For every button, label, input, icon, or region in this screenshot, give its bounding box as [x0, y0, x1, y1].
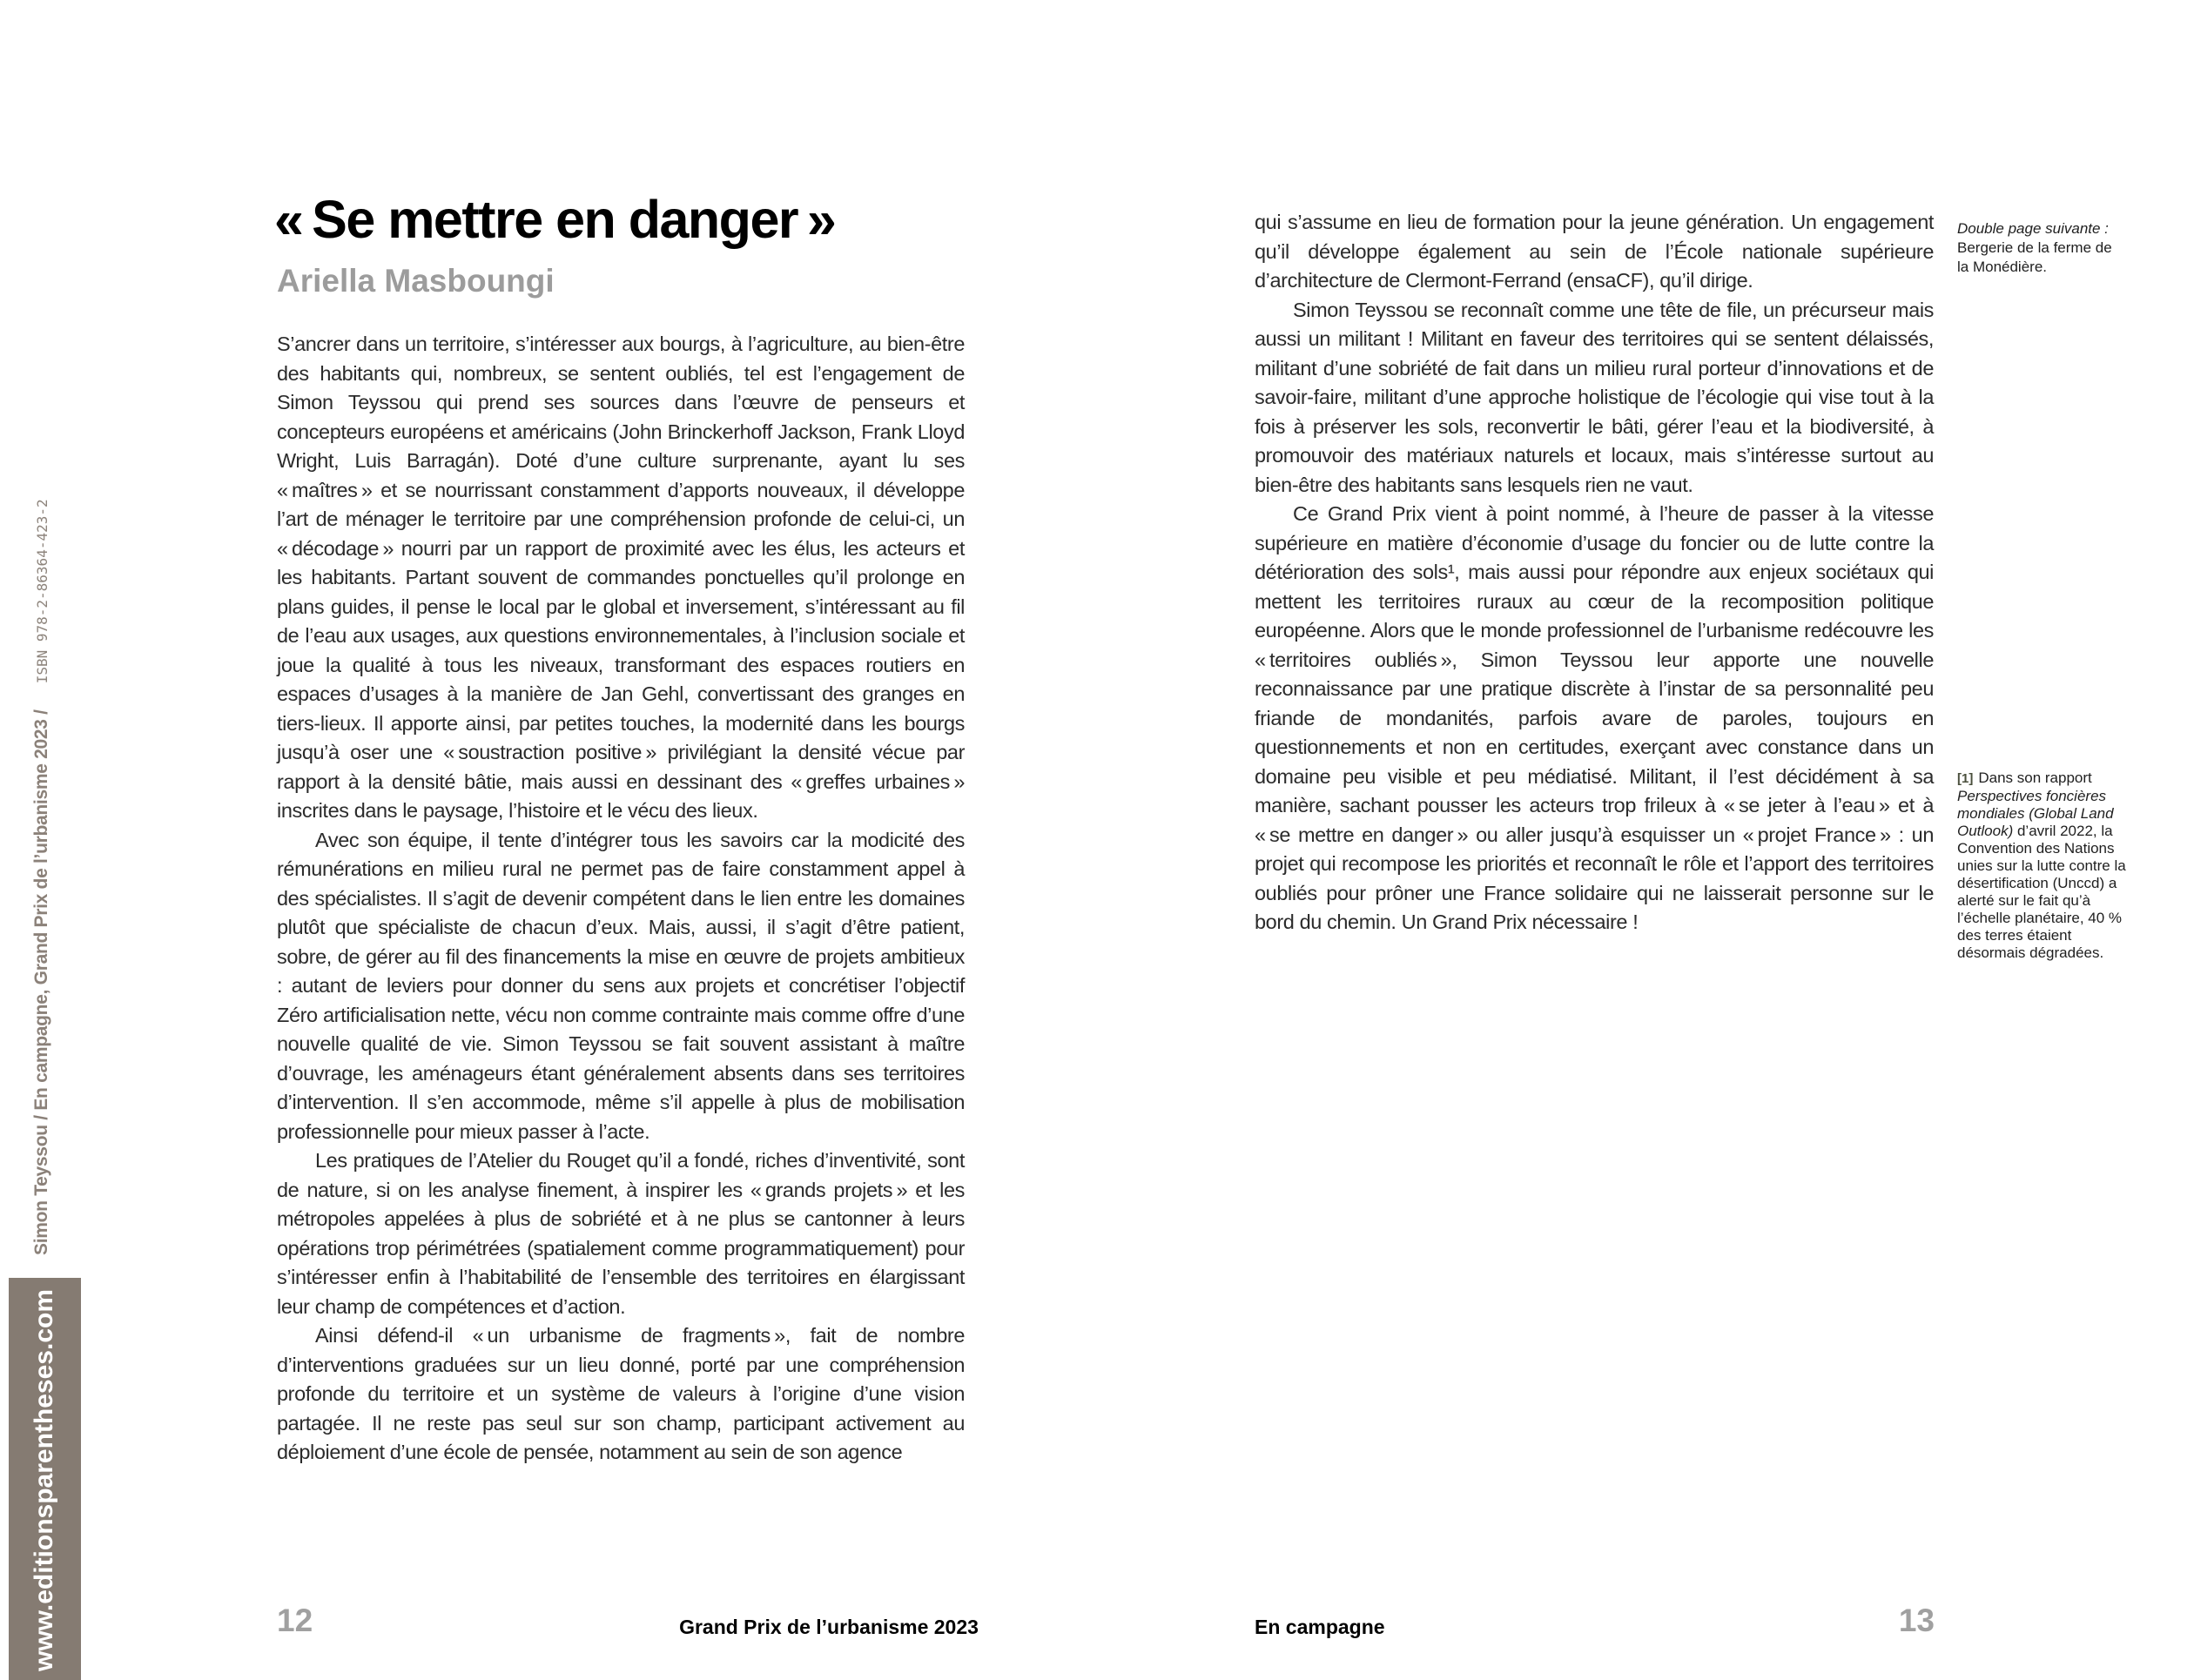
- footnote-text-before: Dans son rapport: [1978, 769, 2092, 786]
- spine-reference-text: [31, 499, 52, 1255]
- publisher-banner: [9, 1278, 81, 1680]
- body-paragraph: qui s’assume en lieu de formation pour la jeune génération. Un engagement qu’il développe également au sein de l’École nationale supérieure d’architecture de Clermont-Ferrand (ensaCF), qu’il dirige.: [1255, 211, 1934, 292]
- body-paragraph: Ce Grand Prix vient à point nommé, à l’heure de passer à la vitesse supérieure en matière d’économie d’usage du foncier ou de lutte contre la détérioration des sols¹, mais aussi pour répondre aux enjeux sociétaux qui mettent les territoires ruraux au cœur de la recomposition politique européenne. Alors que le monde professionnel de l’urbanisme redécouvre les « territoires oubliés », Simon Teyssou leur apporte une nouvelle reconnaissance par une pratique discrète à l’instar de sa personnalité peu friande de mondanités, parfois avare de paroles, toujours en questionnements et non en certitudes, exerçant avec constance dans un domaine peu visible et peu médiatisé. Militant, il l’est décidément à sa manière, sachant pousser les acteurs trop frileux à « se jeter à l’eau » et à « se mettre en danger » ou aller jusqu’à esquisser un « projet France » : un projet qui recompose les priorités et reconnaît le rôle et l’apport des territoires oubliés pour prôner une France solidaire qui ne laisserait personne sur le bord du chemin. Un Grand Prix nécessaire !: [1255, 502, 1934, 933]
- body-paragraph: Les pratiques de l’Atelier du Rouget qu’il a fondé, riches d’inventivité, sont de nature, si on les analyse finement, à inspirer les « grands projets » et les métropoles appelées à plus de sobriété et à ne plus se cantonner à leurs opérations trop périmétrées (spatialement comme programmatiquement) pour s’intéresser enfin à l’habitabilité de l’ensemble des territoires en élargissant leur champ de compétences et d’action.: [277, 1149, 965, 1318]
- footnote-text-italic: Perspectives foncières mondiales (Global Land Outlook): [1957, 788, 2114, 839]
- running-footer-left: Grand Prix de l’urbanisme 2023: [679, 1616, 979, 1638]
- footnote-text-after: d’avril 2022, la Convention des Nations unies sur la lutte contre la désertification (Unccd) a alerté sur le fait qu’à l’échelle planétaire, 40 % des terres étaient désormais dégradées.: [1957, 823, 2126, 961]
- page-number-right: 13: [1898, 1603, 1935, 1638]
- body-paragraph: Simon Teyssou se reconnaît comme une tête de file, un précurseur mais aussi un militant ! Militant en faveur des territoires qui se sentent délaissés, militant d’une sobriété de fait dans un milieu rural porteur d’innovations et de savoir-faire, militant d’une approche holistique de l’écologie qui vise tout à la fois à préserver les sols, reconvertir le bâti, gérer l’eau et la biodiversité, à promouvoir des matériaux naturels et locaux, mais s’intéresse surtout au bien-être des habitants sans lesquels rien ne vaut.: [1255, 298, 1934, 496]
- spine-isbn: ISBN 978-2-86364-423-2: [34, 499, 50, 684]
- caption-body: Bergerie de la ferme de la Monédière.: [1957, 239, 2112, 275]
- article-title: « Se mettre en danger »: [274, 190, 836, 249]
- footnote-1: [1957, 769, 2128, 962]
- left-body-text: [277, 330, 965, 1468]
- publisher-website-url: www.editionsparentheses.com: [30, 1289, 58, 1671]
- article-author: Ariella Masboungi: [277, 263, 555, 299]
- spine-book-title: Simon Teyssou / En campagne, Grand Prix de l’urbanisme 2023 /: [31, 709, 51, 1255]
- right-body-text: [1255, 208, 1934, 937]
- footnote-marker: [1]: [1957, 771, 1974, 786]
- page-number-left: 12: [277, 1603, 313, 1638]
- body-paragraph: Avec son équipe, il tente d’intégrer tous les savoirs car la modicité des rémunérations en milieu rural ne permet pas de faire constamment appel à des spécialistes. Il s’agit de devenir compétent dans le lien entre les domaines plutôt que spécialiste de chacun d’eux. Mais, aussi, il s’agit d’être patient, sobre, de gérer au fil des financements la mise en œuvre de projets ambitieux : autant de leviers pour donner du sens aux projets et concrétiser l’objectif Zéro artificialisation nette, vécu non comme contrainte mais comme offre d’une nouvelle qualité de vie. Simon Teyssou se fait souvent assistant à maître d’ouvrage, les aménageurs étant généralement absents dans ses territoires d’intervention. Il s’en accommode, même s’il appelle à plus de mobilisation professionnelle pour mieux passer à l’acte.: [277, 828, 965, 1143]
- photo-caption-note: [1957, 219, 2123, 277]
- caption-lead: Double page suivante :: [1957, 220, 2109, 237]
- body-paragraph: S’ancrer dans un territoire, s’intéresser aux bourgs, à l’agriculture, au bien-être des habitants qui, nombreux, se sentent oubliés, tel est l’engagement de Simon Teyssou qui prend ses sources dans l’œuvre de penseurs et concepteurs européens et américains (John Brinckerhoff Jackson, Frank Lloyd Wright, Luis Barragán). Doté d’une culture surprenante, ayant lu ses « maîtres » et se nourrissant constamment d’apports nouveaux, il développe l’art de ménager le territoire par une compréhension profonde de celui-ci, un « décodage » nourri par un rapport de proximité avec les élus, les acteurs et les habitants. Partant souvent de commandes ponctuelles qu’il prolonge en plans guides, il pense le local par le global et inversement, s’intéressant au fil de l’eau aux usages, aux questions environnementales, à l’inclusion sociale et joue la qualité à tous les niveaux, transformant des espaces routiers en espaces d’usages à la manière de Jan Gehl, convertissant des granges en tiers-lieux. Il apporte ainsi, par petites touches, la modernité dans les bourgs jusqu’à oser une « soustraction positive » privilégiant la densité vécue par rapport à la densité bâtie, mais aussi en dessinant des « greffes urbaines » inscrites dans le paysage, l’histoire et le vécu des lieux.: [277, 333, 965, 822]
- running-footer-right: En campagne: [1255, 1616, 1385, 1638]
- body-paragraph: Ainsi défend-il « un urbanisme de fragments », fait de nombre d’interventions graduées sur un lieu donné, porté par une compréhension profonde du territoire et un système de valeurs à l’origine d’une vision partagée. Il ne reste pas seul sur son champ, participant activement au déploiement d’une école de pensée, notamment au sein de son agence: [277, 1324, 965, 1463]
